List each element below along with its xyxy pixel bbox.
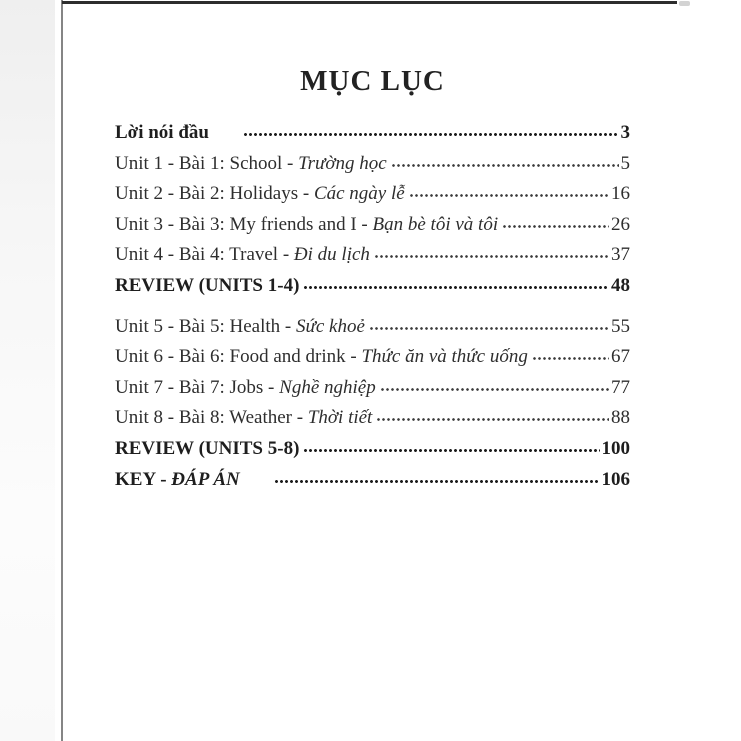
toc-entry-page-number: 55: [611, 315, 630, 337]
toc-entry-page-number: 5: [620, 152, 630, 174]
dot-leader: [243, 126, 619, 138]
dot-leader: [502, 218, 609, 230]
scan-smudge: [679, 1, 690, 6]
toc-entry-page-number: 100: [601, 437, 630, 459]
toc-entry: [115, 122, 630, 153]
toc-entry-label: Unit 3 - Bài 3: My friends and I -: [115, 213, 373, 235]
toc-list: [115, 122, 630, 499]
toc-entry-label: Lời nói đầu: [115, 122, 209, 143]
toc-entry: [115, 183, 630, 214]
toc-entry: [115, 438, 630, 469]
toc-entry-label: Unit 6 - Bài 6: Food and drink -: [115, 346, 362, 368]
toc-entry-page-number: 16: [611, 183, 630, 205]
page-left-margin-shadow: [0, 0, 55, 741]
toc-entry: [115, 469, 630, 500]
toc-entry-page-number: 77: [611, 376, 630, 398]
toc-entry-label-vietnamese: Thời tiết: [307, 407, 373, 429]
toc-entry-label: Unit 7 - Bài 7: Jobs -: [115, 376, 280, 398]
toc-entry-label-vietnamese: Các ngày lễ: [313, 183, 405, 205]
dot-leader: [532, 350, 609, 362]
toc-entry: [115, 316, 630, 347]
toc-entry-label: REVIEW (UNITS 1-4): [115, 274, 300, 296]
dot-leader: [380, 381, 609, 393]
toc-entry: [115, 153, 630, 184]
toc-entry: [115, 377, 630, 408]
toc-entry-label-vietnamese: ĐÁP ÁN: [171, 468, 240, 490]
dot-leader: [303, 279, 609, 291]
dot-leader: [369, 320, 609, 332]
toc-entry: [115, 214, 630, 245]
dot-leader: [376, 411, 609, 423]
toc-entry-label: Unit 1 - Bài 1: School -: [115, 152, 299, 174]
page-top-edge: [62, 1, 677, 4]
dot-leader: [374, 248, 609, 260]
toc-entry: [115, 275, 630, 306]
toc-entry-label-vietnamese: Trường học: [298, 152, 387, 174]
toc-entry-label: REVIEW (UNITS 5-8): [115, 437, 300, 459]
toc-entry-label-vietnamese: Sức khoẻ: [296, 315, 365, 337]
toc-entry-label-vietnamese: Đi du lịch: [293, 244, 370, 266]
dot-leader: [409, 187, 609, 199]
toc-entry-page-number: 37: [611, 244, 630, 266]
toc-entry-page-number: 3: [620, 122, 630, 143]
toc-entry-label: Unit 2 - Bài 2: Holidays -: [115, 183, 314, 205]
toc-entry-label-vietnamese: Nghề nghiệp: [279, 376, 376, 398]
toc-page-content: [115, 66, 630, 499]
toc-entry-page-number: 48: [611, 274, 630, 296]
dot-leader: [303, 442, 599, 454]
toc-entry-page-number: 106: [601, 468, 630, 490]
toc-entry: [115, 244, 630, 275]
toc-entry-label: Unit 8 - Bài 8: Weather -: [115, 407, 308, 429]
page-title: MỤC LỤC: [300, 65, 445, 97]
dot-leader: [274, 473, 600, 485]
dot-leader: [391, 157, 619, 169]
toc-entry-page-number: 88: [611, 407, 630, 429]
page-edge-line: [61, 0, 63, 741]
toc-entry-label: Unit 4 - Bài 4: Travel -: [115, 244, 294, 266]
toc-entry: [115, 407, 630, 438]
toc-entry-label-vietnamese: Thức ăn và thức uống: [361, 346, 528, 368]
toc-entry-label: Unit 5 - Bài 5: Health -: [115, 315, 296, 337]
toc-entry-label-vietnamese: Bạn bè tôi và tôi: [372, 213, 499, 235]
toc-entry-page-number: 26: [611, 213, 630, 235]
toc-entry: [115, 346, 630, 377]
toc-entry-label: KEY -: [115, 468, 172, 490]
toc-entry-page-number: 67: [611, 346, 630, 368]
